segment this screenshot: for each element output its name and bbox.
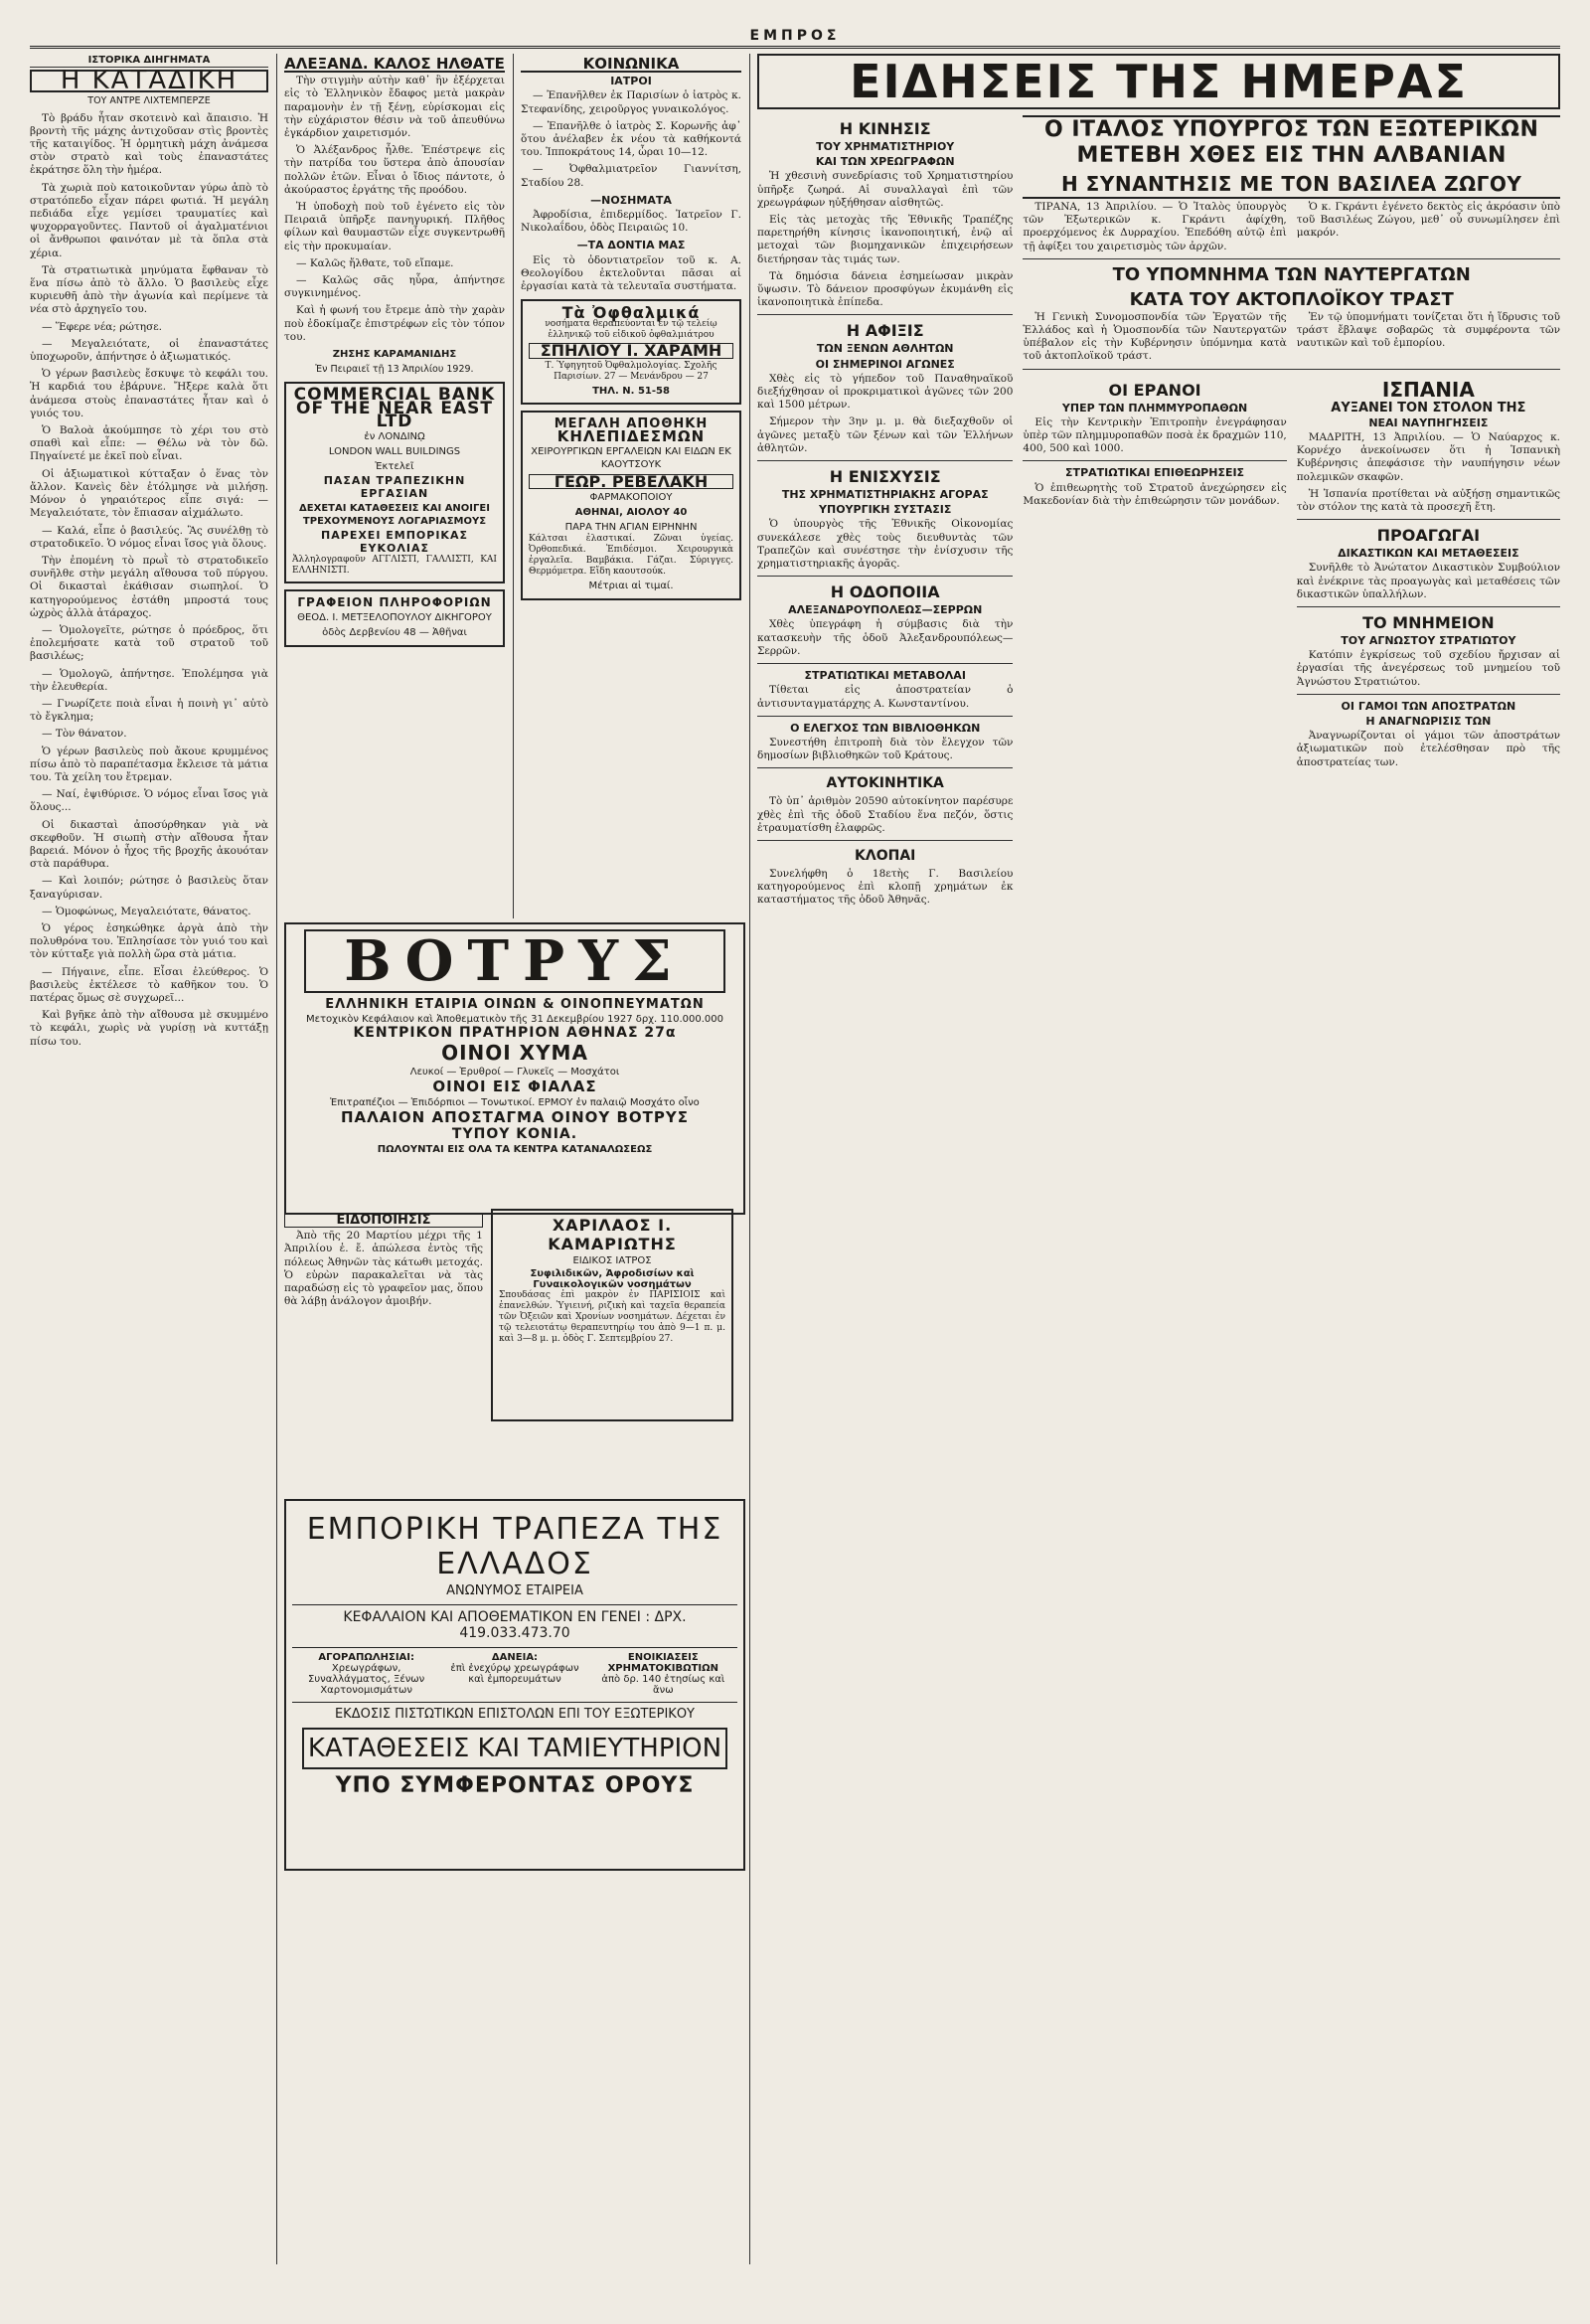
service3-text: ἀπὸ δρ. 140 ἐτησίως καὶ ἄνω bbox=[601, 1674, 725, 1696]
doctor-spec: Συφιλιδικῶν, Ἀφροδισίων καὶ Γυναικολογικῶν νοσημάτων bbox=[530, 1268, 695, 1290]
story-paragraph: Τὰ στρατιωτικὰ μηνύματα ἔφθαναν τὸ ἕνα πίσω ἀπὸ τὸ ἄλλο. Ὁ βασιλεὺς εἶχε κυριευθῆ ἀπὸ τὴν ἀγωνία καὶ περίμενε τὰ νέα στὸ ἀρχηγεῖο του. bbox=[30, 263, 268, 316]
auto-title: ΑΥΤΟΚΙΝΗΤΙΚΑ bbox=[826, 775, 944, 792]
pharmacy-note: ΠΑΡΑ ΤΗΝ ΑΓΙΑΝ ΕΙΡΗΝΗΝ bbox=[564, 522, 698, 534]
story-paragraph: Τὰ χωριὰ ποὺ κατοικοῦνταν γύρω ἀπὸ τὸ στρατόπεδο εἶχαν πάρει φωτιά. Ἡ μεγάλη πεδιάδα εἶχε γεμίσει τραυματίες καὶ ψυχορραγοῦντες. Παντοῦ οἱ ἀγαλματένιοι οἱ ἄνθρωποι φαινόταν μὲ τὰ ὅπλα στὰ χέρια. bbox=[30, 181, 268, 259]
social-item: — Ὀφθαλμιατρεῖον Γιαννίτση, Σταδίου 28. bbox=[521, 163, 741, 189]
emporiki-capital: ΚΕΦΑΛΑΙΟΝ ΚΑΙ ΑΠΟΘΕΜΑΤΙΚΟΝ ΕΝ ΓΕΝΕΙ : ΔΡΧ. 419.033.473.70 bbox=[292, 1604, 737, 1641]
albania-paragraph: Ὁ κ. Γκράντι ἐγένετο δεκτὸς εἰς ἀκρόασιν ὑπὸ τοῦ Βασιλέως Ζώγου, μεθ᾿ οὗ συνωμίλησεν ἐπὶ μακρόν. bbox=[1296, 201, 1560, 240]
afixis-paragraph: Σήμερον τὴν 3ην μ. μ. θὰ διεξαχθοῦν οἱ ἀγῶνες μεταξὺ τῶν ξένων καὶ τῶν Ἑλλήνων ἀθλητῶν. bbox=[757, 415, 1014, 454]
market-paragraph: Εἰς τὰς μετοχὰς τῆς Ἐθνικῆς Τραπέζης παρετηρήθη κίνησις ἱκανοποιητική, ἐνῷ αἱ μετοχαὶ τῶν βιομηχανικῶν ἐπιχειρήσεων διετήρησαν τὰς τιμάς των. bbox=[757, 214, 1014, 265]
enisxysis-sub2: ΥΠΟΥΡΓΙΚΗ ΣΥΣΤΑΣΙΣ bbox=[819, 503, 952, 517]
mnem-sub: ΤΟΥ ΑΓΝΩΣΤΟΥ ΣΤΡΑΤΙΩΤΟΥ bbox=[1341, 634, 1516, 648]
emporiki-deposits: ΚΑΤΑΘΕΣΕΙΣ ΚΑΙ ΤΑΜΙΕΥΤΗΡΙΟΝ bbox=[302, 1728, 727, 1769]
article-paragraph: Τὴν στιγμὴν αὐτὴν καθ᾿ ἣν ἐξέρχεται εἰς τὸ Ἑλληνικὸν ἔδαφος μετὰ μακρὰν παραμονὴν ἐν τῇ ξένῃ, εὑρίσκομαι εἰς τὴν εὐχάριστον θέσιν νὰ τοῦ ἀπευθύνω ἐγκάρδιον χαιρετισμόν. bbox=[284, 75, 505, 140]
market-sub1: ΤΟΥ ΧΡΗΜΑΤΙΣΤΗΡΙΟΥ bbox=[816, 140, 955, 153]
strat-ep-title: ΣΤΡΑΤΙΩΤΙΚΑΙ ΕΠΙΘΕΩΡΗΣΕΙΣ bbox=[1065, 466, 1245, 480]
bank-address: LONDON WALL BUILDINGS bbox=[328, 446, 461, 458]
mnem-title: ΤΟ ΜΝΗΜΕΙΟΝ bbox=[1362, 613, 1495, 633]
story-paragraph: Τὸ βράδυ ἦταν σκοτεινὸ καὶ ἄπαισιο. Ἡ βροντὴ τῆς μάχης ἀντιχοῦσαν στὶς βροντὲς τῆς καταιγίδος. Ἡ ὁρμητικὴ μάχη ἀνάμεσα στὸν στρατὸ καὶ τοὺς ἐπαναστάτες ἐκράτησε ὅλη τὴν ἡμέρα. bbox=[30, 111, 268, 177]
news-subcol-b bbox=[1297, 375, 1560, 773]
story-paragraph: — Ἕφερε νέα; ρώτησε. bbox=[42, 320, 163, 333]
news-title: ΕΙΔΗΣΕΙΣ ΤΗΣ ΗΜΕΡΑΣ bbox=[757, 54, 1560, 109]
botrys-wines: ΟΙΝΟΙ ΧΥΜΑ bbox=[441, 1041, 588, 1065]
botrys-types: Λευκοί — Ἐρυθροί — Γλυκεῖς — Μοσχάτοι bbox=[409, 1067, 620, 1078]
strat-text: Τίθεται εἰς ἀποστρατείαν ὁ ἀντισυνταγματάρχης Α. Κωνσταντίνου. bbox=[757, 684, 1014, 710]
news-right-column bbox=[1023, 113, 1560, 912]
masthead: ΕΜΠΡΟΣ bbox=[30, 28, 1560, 49]
botrys-sell: ΠΩΛΟΥΝΤΑΙ ΕΙΣ ΟΛΑ ΤΑ ΚΕΝΤΡΑ ΚΑΤΑΝΑΛΩΣΕΩΣ bbox=[377, 1144, 653, 1155]
story-paragraph: Ὁ Βαλοὰ ἀκούμπησε τὸ χέρι του στὸ σπαθὶ καὶ εἶπε: — Θέλω νὰ τὸν δῶ. Πηγαίνετέ με ἐκεῖ ποὺ εἶναι. bbox=[30, 424, 268, 463]
afixis-title: Η ΑΦΙΞΙΣ bbox=[846, 321, 924, 341]
story-author: ΤΟΥ ΑΝΤΡΕ ΛΙΧΤΕΜΠΕΡΖΕ bbox=[87, 95, 211, 107]
info-office-ad bbox=[284, 589, 505, 647]
story-paragraph: Οἱ δικασταὶ ἀποσύρθηκαν γιὰ νὰ σκεφθοῦν. Ἡ σιωπὴ στὴν αἴθουσα ἦταν βαρειά. Μόνον ὁ ἦχος τῆς βροχῆς ἀκουόταν στὰ παράθυρα. bbox=[30, 818, 268, 871]
story-paragraph: — Ὁμολογῶ, ἀπήντησε. Ἐπολέμησα γιὰ τὴν ἐλευθερία. bbox=[30, 667, 268, 693]
botrys-ad bbox=[284, 922, 745, 1215]
story-body bbox=[30, 112, 268, 1049]
pharmacy-sub: ΦΑΡΜΑΚΟΠΟΙΟΥ bbox=[589, 491, 673, 503]
story-paragraph: — Καὶ λοιπόν; ρώτησε ὁ βασιλεὺς ὅταν ξαναγύρισαν. bbox=[30, 875, 268, 901]
botrys-capital: Μετοχικὸν Κεφάλαιον καὶ Ἀποθεματικὸν τῆς 31 Δεκεμβρίου 1927 δρχ. 110.000.000 bbox=[306, 1014, 723, 1025]
service2-text: ἐπὶ ἐνεχύρῳ χρεωγράφων καὶ ἐμπορευμάτων bbox=[450, 1663, 579, 1685]
mnem-text: Κατόπιν ἐγκρίσεως τοῦ σχεδίου ἤρχισαν αἱ ἐργασίαι τῆς ἀνεγέρσεως τοῦ μνημείου τοῦ Ἀγνώστου Στρατιώτου. bbox=[1296, 649, 1560, 688]
elex-title: Ο ΕΛΕΓΧΟΣ ΤΩΝ ΒΙΒΛΙΟΘΗΚΩΝ bbox=[790, 721, 981, 735]
pharmacy-title: ΜΕΓΑΛΗ ΑΠΟΘΗΚΗ bbox=[554, 415, 709, 431]
emporiki-type: ΑΝΩΝΥΜΟΣ ΕΤΑΙΡΕΙΑ bbox=[446, 1583, 583, 1598]
banner-italian-minister: Ο ΙΤΑΛΟΣ ΥΠΟΥΡΓΟΣ ΤΩΝ ΕΞΩΤΕΡΙΚΩΝ ΜΕΤΕΒΗ ΧΘΕΣ ΕΙΣ ΤΗΝ ΑΛΒΑΝΙΑΝ bbox=[1023, 115, 1560, 169]
social-item: — Ἐπανῆλθεν ἐκ Παρισίων ὁ ἰατρὸς κ. Στεφανίδης, χειροῦργος γυναικολόγος. bbox=[521, 89, 741, 115]
bank-line3: ΔΕΧΕΤΑΙ ΚΑΤΑΘΕΣΕΙΣ ΚΑΙ ΑΝΟΙΓΕΙ ΤΡΕΧΟΥΜΕΝΟΥΣ ΛΟΓΑΡΙΑΣΜΟΥΣ bbox=[299, 503, 490, 528]
enisxysis-text: Ὁ ὑπουργὸς τῆς Ἐθνικῆς Οἰκονομίας συνεκάλεσε χθὲς τοὺς διευθυντὰς τῶν Τραπεζῶν καὶ συνέστησε τὴν ἐνίσχυσιν τῆς χρηματιστηριακῆς ἀγορᾶς. bbox=[757, 518, 1014, 571]
doctors-heading: ΙΑΤΡΟΙ bbox=[610, 75, 652, 88]
story-paragraph: — Καλά, εἶπε ὁ βασιλεύς. Ἂς συνέλθῃ τὸ στρατοδικεῖο. Ὁ νόμος εἶναι ἴσος γιὰ ὅλους. bbox=[30, 524, 268, 550]
eye-title: Τὰ Ὀφθαλμικά bbox=[561, 303, 701, 323]
eye-doctor-ad bbox=[521, 299, 741, 405]
article-title: ΑΛΕΞΑΝΔ. ΚΑΛΟΣ ΗΛΘΑΤΕ bbox=[284, 55, 505, 73]
story-paragraph: — Τὸν θάνατον. bbox=[42, 728, 127, 741]
doctor-role: ΕΙΔΙΚΟΣ ΙΑΤΡΟΣ bbox=[572, 1255, 652, 1266]
column-three bbox=[521, 54, 741, 918]
eranoi-text: Εἰς τὴν Κεντρικὴν Ἐπιτροπὴν ἐνεγράφησαν ὑπὲρ τῶν πλημμυροπαθῶν ποσὰ ἐκ δραχμῶν 110, 400, 500 καὶ 1000. bbox=[1023, 415, 1287, 455]
odos-title: Η ΟΔΟΠΟΙΙΑ bbox=[830, 582, 940, 602]
market-paragraph: Ἡ χθεσινὴ συνεδρίασις τοῦ Χρηματιστηρίου ὑπῆρξε ζωηρά. Αἱ συναλλαγαὶ ἐπὶ τῶν χρεωγράφων ηὐξήθησαν αἰσθητῶς. bbox=[757, 170, 1014, 209]
eranoi-title: ΟΙ ΕΡΑΝΟΙ bbox=[1108, 380, 1201, 400]
strat-title: ΣΤΡΑΤΙΩΤΙΚΑΙ ΜΕΤΑΒΟΛΑΙ bbox=[804, 669, 966, 683]
newspaper-page bbox=[30, 28, 1560, 2264]
dontia-heading: —ΤΑ ΔΟΝΤΙΑ ΜΑΣ bbox=[576, 239, 686, 252]
market-paragraph: Τὰ δημόσια δάνεια ἐσημείωσαν μικρὰν ὕψωσιν. Τὸ δάνειον προσφύγων ἐκυμάνθη εἰς ἱκανοποιητικὰ ἐπίπεδα. bbox=[757, 269, 1014, 309]
pharmacy-text: Κάλτσαι ἐλαστικαί. Ζῶναι ὑγείας. Ὀρθοπεδικά. Ἐπιδέσμοι. Χειρουργικὰ ἐργαλεῖα. Βαμβάκια. Γάζαι. Σύριγγες. Θερμόμετρα. Εἴδη καουτσούκ. bbox=[529, 534, 733, 578]
article-paragraph: — Καλῶς ἤλθατε, τοῦ εἴπαμε. bbox=[296, 256, 454, 269]
bank-small: Ἀλληλογραφοῦν ΑΓΓΛΙΣΤΙ, ΓΑΛΛΙΣΤΙ, ΚΑΙ ΕΛΛΗΝΙΣΤΙ. bbox=[292, 554, 497, 576]
story-paragraph: — Γνωρίζετε ποιὰ εἶναι ἡ ποινὴ γι᾿ αὐτὸ τὸ ἔγκλημα; bbox=[30, 697, 268, 724]
botrys-company: ΕΛΛΗΝΙΚΗ ΕΤΑΙΡΙΑ ΟΙΝΩΝ & ΟΙΝΟΠΝΕΥΜΑΤΩΝ bbox=[325, 997, 705, 1012]
pharmacy-end: Μέτριαι αἱ τιμαί. bbox=[588, 581, 674, 592]
pharmacy-ad bbox=[521, 411, 741, 600]
eranoi-sub: ΥΠΕΡ ΤΩΝ ΠΛΗΜΜΥΡΟΠΑΘΩΝ bbox=[1061, 401, 1248, 415]
article-paragraph: Ὁ Ἀλέξανδρος ἦλθε. Ἐπέστρεψε εἰς τὴν πατρίδα του ὕστερα ἀπὸ ἀπουσίαν πολλῶν ἐτῶν. Εἶναι ὁ ἴδιος πάντοτε, ὁ ἀκούραστος ἐργάτης τῆς προόδου. bbox=[284, 144, 505, 196]
emporiki-terms: ΥΠΟ ΣΥΜΦΕΡΟΝΤΑΣ ΟΡΟΥΣ bbox=[335, 1773, 695, 1798]
klopai-title: ΚΛΟΠΑΙ bbox=[855, 847, 916, 864]
albania-paragraph: ΤΙΡΑΝΑ, 13 Ἀπριλίου. — Ὁ Ἰταλὸς ὑπουργὸς τῶν Ἐξωτερικῶν κ. Γκράντι ἀφίχθη, προερχόμενος ἐκ Δυρραχίου. Ἐπεδόθη αὐτῷ ἐπὶ τῇ ἀφίξει του χαιρετισμὸς τῶν ἀρχῶν. bbox=[1023, 201, 1287, 252]
story-paragraph: Ὁ γέρων βασιλεὺς ποὺ ἄκουε κρυμμένος πίσω ἀπὸ τὸ παραπέτασμα ἔκλεισε τὰ μάτια του. Τὰ χείλη του ἔτρεμαν. bbox=[30, 745, 268, 783]
office-title: ΓΡΑΦΕΙΟΝ ΠΛΗΡΟΦΟΡΙΩΝ bbox=[297, 594, 492, 609]
nosimata-heading: —ΝΟΣΗΜΑΤΑ bbox=[590, 193, 672, 207]
social-item: — Ἐπανῆλθε ὁ ἰατρὸς Σ. Κορωνῆς ἀφ᾿ ὅτου ἀνέλαβεν ἐκ νέου τὰ καθήκοντά του. Ἱπποκράτους 14, ὧραι 10—12. bbox=[521, 119, 741, 159]
gamoi-text: Ἀναγνωρίζονται οἱ γάμοι τῶν ἀποστράτων ἀξιωματικῶν ποὺ ἐτελέσθησαν πρὸ τῆς ἀποστρατείας των. bbox=[1296, 730, 1560, 768]
article-body bbox=[284, 75, 505, 344]
elex-text: Συνεστήθη ἐπιτροπὴ διὰ τὸν ἔλεγχον τῶν δημοσίων βιβλιοθηκῶν τοῦ Κράτους. bbox=[757, 736, 1014, 762]
gamoi-title: ΟΙ ΓΑΜΟΙ ΤΩΝ ΑΠΟΣΤΡΑΤΩΝ bbox=[1341, 699, 1516, 713]
notice-text: Ἀπὸ τῆς 20 Μαρτίου μέχρι τῆς 1 Ἀπριλίου ἐ. ἔ. ἀπώλεσα ἐντὸς τῆς πόλεως Ἀθηνῶν τὰς κάτωθι μετοχάς. Ὁ εὑρὼν παρακαλεῖται νὰ τὰς παραδώσῃ εἰς τὸ γραφεῖον μας, ὅπου θὰ λάβῃ ἀνάλογον ἀμοιβήν. bbox=[284, 1230, 483, 1308]
emporiki-bank-ad bbox=[284, 1499, 745, 1871]
service3-title: ΕΝΟΙΚΙΑΣΕΙΣ ΧΡΗΜΑΤΟΚΙΒΩΤΙΩΝ bbox=[607, 1652, 719, 1674]
banner-zog: Η ΣΥΝΑΝΤΗΣΙΣ ΜΕ ΤΟΝ ΒΑΣΙΛΕΑ ΖΩΓΟΥ bbox=[1023, 171, 1560, 199]
pharmacy-line2: ΧΕΙΡΟΥΡΓΙΚΩΝ ΕΡΓΑΛΕΙΩΝ ΚΑΙ ΕΙΔΩΝ ΕΚ ΚΑΟΥΤΣΟΥΚ bbox=[531, 446, 731, 471]
story-paragraph: — Ναί, ἐψιθύρισε. Ὁ νόμος εἶναι ἴσος γιὰ ὅλους... bbox=[30, 788, 268, 814]
section-label: ΙΣΤΟΡΙΚΑ ΔΙΗΓΗΜΑΤΑ bbox=[30, 54, 268, 68]
news-left-column bbox=[757, 113, 1013, 912]
story-paragraph: Καὶ βγῆκε ἀπὸ τὴν αἴθουσα μὲ σκυμμένο τὸ κεφάλι, χωρὶς νὰ γυρίσῃ νὰ κυττάξῃ πίσω του. bbox=[30, 1009, 268, 1048]
news-section bbox=[757, 54, 1560, 2264]
eye-text: νοσήματα θεραπεύονται ἐν τῷ τελείῳ ἑλληνικῷ τοῦ εἰδικοῦ ὀφθαλμιάτρου bbox=[545, 319, 717, 341]
memo-title: ΤΟ ΥΠΟΜΝΗΜΑ ΤΩΝ ΝΑΥΤΕΡΓΑΤΩΝ bbox=[1112, 263, 1471, 285]
spain-paragraph: Ἡ Ἱσπανία προτίθεται νὰ αὐξήσῃ σημαντικῶς τὸν στόλον της κατὰ τὰ προσεχῆ ἔτη. bbox=[1296, 487, 1560, 514]
pharmacy-name: ΓΕΩΡ. ΡΕΒΕΛΑΚΗ bbox=[529, 474, 733, 489]
story-paragraph: — Ὁμοφώνως, Μεγαλειότατε, θάνατος. bbox=[42, 905, 251, 917]
botrys-name: ΒΟΤΡΥΣ bbox=[304, 929, 725, 993]
auto-text: Τὸ ὑπ᾿ ἀριθμὸν 20590 αὐτοκίνητον παρέσυρε χθὲς ἐπὶ τῆς ὁδοῦ Σταδίου ἕνα πεζόν, ὅστις ἐτραυματίσθη ἐλαφρῶς. bbox=[757, 795, 1014, 834]
story-paragraph: — Μεγαλειότατε, οἱ ἐπαναστάτες ὑποχωροῦν, ἀπήντησε ὁ ἀξιωματικός. bbox=[30, 337, 268, 364]
klopai-text: Συνελήφθη ὁ 18ετὴς Γ. Βασιλείου κατηγορούμενος ἐπὶ κλοπῇ χρημάτων ἐκ καταστήματος τῆς ὁδοῦ Ἀθηνᾶς. bbox=[757, 867, 1014, 907]
afixis-paragraph: Χθὲς εἰς τὸ γήπεδον τοῦ Παναθηναϊκοῦ διεξήχθησαν οἱ προκριματικοὶ ἀγῶνες τῶν 200 καὶ 1500 μέτρων. bbox=[757, 372, 1014, 412]
memo-sub: ΚΑΤΑ ΤΟΥ ΑΚΤΟΠΛΟΪΚΟΥ ΤΡΑΣΤ bbox=[1129, 288, 1454, 310]
social-items bbox=[521, 89, 741, 189]
doctor-ad bbox=[491, 1209, 733, 1421]
botrys-store: ΚΕΝΤΡΙΚΟΝ ΠΡΑΤΗΡΙΟΝ ΑΘΗΝΑΣ 27α bbox=[353, 1025, 677, 1041]
article-paragraph: Ἡ ὑποδοχὴ ποὺ τοῦ ἐγένετο εἰς τὸν Πειραιᾶ ὑπῆρξε πανηγυρική. Πλῆθος φίλων καὶ θαυμαστῶν εἶχε συγκεντρωθῆ εἰς τὴν προκυμαίαν. bbox=[284, 201, 505, 252]
spain-sub: ΑΥΞΑΝΕΙ ΤΟΝ ΣΤΟΛΟΝ ΤΗΣ bbox=[1331, 400, 1526, 415]
strat-ep-text: Ὁ ἐπιθεωρητὴς τοῦ Στρατοῦ ἀνεχώρησεν εἰς Μακεδονίαν διὰ τὴν ἐπιθεώρησιν τῶν μονάδων. bbox=[1023, 481, 1287, 507]
article-paragraph: Καὶ ἡ φωνή του ἔτρεμε ἀπὸ τὴν χαρὰν ποὺ ἐδοκίμαζε ἐπιστρέφων εἰς τὸν τόπον του. bbox=[284, 304, 505, 343]
story-paragraph: Τὴν ἐπομένη τὸ πρωῒ τὸ στρατοδικεῖο συνῆλθε στὴν μεγάλη αἴθουσα τοῦ πύργου. Οἱ δικασταὶ ἐκάθισαν σιωπηλοί. Ὁ κατηγορούμενος ἐστάθη μπροστά τους ὠχρὸς ἀλλὰ ἀτάραχος. bbox=[30, 554, 268, 619]
market-title: Η ΚΙΝΗΣΙΣ bbox=[839, 119, 931, 138]
odos-text: Χθὲς ὑπεγράφη ἡ σύμβασις διὰ τὴν κατασκευὴν τῆς ὁδοῦ Ἀλεξανδρουπόλεως—Σερρῶν. bbox=[757, 618, 1014, 657]
doctor-text: Σπουδάσας ἐπὶ μακρὸν ἐν ΠΑΡΙΣΙΟΙΣ καὶ ἐπανελθών. Ὑγιεινή, ριζικὴ καὶ ταχεῖα θεραπεία τῶν Ὀξειῶν καὶ Χρονίων νοσημάτων. Δέχεται ἐν τῷ τελειοτάτῳ θεραπευτηρίῳ του ἀπὸ 9—1 π. μ. καὶ 3—8 μ. μ. ὁδὸς Γ. Σεπτεμβρίου 27. bbox=[499, 1290, 725, 1344]
odos-sub: ΑΛΕΞΑΝΔΡΟΥΠΟΛΕΩΣ—ΣΕΡΡΩΝ bbox=[788, 603, 983, 617]
story-paragraph: Ὁ γέρος ἐσηκώθηκε ἀργὰ ἀπὸ τὴν πολυθρόνα του. Ἐπλησίασε τὸν γυιό του καὶ τὸν κύτταξε γιὰ πολλὴ ὥρα στὰ μάτια. bbox=[30, 921, 268, 961]
bank-city: ἐν ΛΟΝΔΙΝῼ bbox=[364, 431, 425, 443]
bank-line2: ΠΑΣΑΝ ΤΡΑΠΕΖΙΚΗΝ ΕΡΓΑΣΙΑΝ bbox=[323, 473, 466, 500]
eye-tel: ΤΗΛ. Ν. 51-58 bbox=[592, 385, 670, 397]
pharmacy-address: ΑΘΗΝΑΙ, ΑΙΟΛΟΥ 40 bbox=[574, 507, 688, 519]
enisxysis-title: Η ΕΝΙΣΧΥΣΙΣ bbox=[829, 467, 941, 487]
eye-address: Τ. Ὑφηγητοῦ Ὀφθαλμολογίας. Σχολῆς Παρισίων. 27 — Μενάνδρου — 27 bbox=[545, 360, 717, 382]
story-paragraph: Ὁ γέρων βασιλεὺς ἔσκυψε τὸ κεφάλι του. Ἡ καρδιά του ἐβάρυνε. Ἤξερε καλὰ ὅτι ἀνάμεσα στοὺς ἐπαναστάτες ἦταν καὶ ὁ γυιός του. bbox=[30, 368, 268, 419]
story-paragraph: Οἱ ἀξιωματικοὶ κύτταξαν ὁ ἕνας τὸν ἄλλον. Κανεὶς δὲν ἐτόλμησε νὰ μιλήσῃ. Μόνον ὁ γηραιότερος εἶπε σιγά: — Μεγαλειότατε, τὸν ἔπιασαν αἰχμάλωτο. bbox=[30, 467, 268, 520]
column-story bbox=[30, 54, 268, 2264]
doctor-name: ΧΑΡΙΛΑΟΣ Ι. ΚΑΜΑΡΙΩΤΗΣ bbox=[548, 1216, 677, 1253]
news-subcol-a bbox=[1023, 375, 1286, 773]
market-sub2: ΚΑΙ ΤΩΝ ΧΡΕΩΓΡΑΦΩΝ bbox=[815, 155, 955, 169]
botrys-old: ΠΑΛΑΙΟΝ ΑΠΟΣΤΑΓΜΑ ΟΙΝΟΥ ΒΟΤΡΥΣ bbox=[340, 1108, 690, 1126]
social-section: ΚΟΙΝΩΝΙΚΑ bbox=[521, 58, 741, 73]
afixis-sub: ΤΩΝ ΞΕΝΩΝ ΑΘΛΗΤΩΝ bbox=[816, 342, 954, 356]
story-paragraph: — Πήγαινε, εἶπε. Εἶσαι ἐλεύθερος. Ὁ βασιλεὺς ἐκτέλεσε τὸ καθῆκον του. Ὁ πατέρας ὅμως σὲ συγχωρεῖ... bbox=[30, 965, 268, 1004]
eye-name: ΣΠΗΛΙΟΥ Ι. ΧΑΡΑΜΗ bbox=[529, 343, 733, 358]
service1-title: ΑΓΟΡΑΠΩΛΗΣΙΑΙ: bbox=[318, 1652, 414, 1663]
bank-line1: Ἐκτελεῖ bbox=[375, 461, 414, 473]
memo-paragraph: Ἡ Γενικὴ Συνομοσπονδία τῶν Ἐργατῶν τῆς Ἑλλάδος καὶ ἡ Ὁμοσπονδία τῶν Ναυτεργατῶν ὑπέβαλον εἰς τὴν Κυβέρνησιν ὑπόμνημα κατὰ τοῦ ἀκτοπλοϊκοῦ τράστ. bbox=[1023, 310, 1287, 363]
dontia-text: Εἰς τὸ ὀδοντιατρεῖον τοῦ κ. Α. Θεολογίδου ἐκτελοῦνται πᾶσαι αἱ ἐργασίαι κατὰ τὰ τελευταῖα συστήματα. bbox=[521, 253, 741, 293]
memo-paragraph: Ἐν τῷ ὑπομνήματι τονίζεται ὅτι ἡ ἵδρυσις τοῦ τράστ ἔβλαψε σοβαρῶς τὰ συμφέροντα τῶν ναυτικῶν καὶ τοῦ ἐμπορίου. bbox=[1296, 310, 1560, 350]
emporiki-name: ΕΜΠΟΡΙΚΗ ΤΡΑΠΕΖΑ ΤΗΣ ΕΛΛΑΔΟΣ bbox=[306, 1512, 723, 1581]
emporiki-services bbox=[292, 1647, 737, 1696]
bank-line4: ΠΑΡΕΧΕΙ ΕΜΠΟΡΙΚΑΣ ΕΥΚΟΛΙΑΣ bbox=[321, 528, 468, 555]
botrys-more: Ἐπιτραπέζιοι — Ἐπιδόρπιοι — Τονωτικοί. ΕΡΜΟΥ ἐν παλαιῷ Μοσχάτο οἶνο bbox=[330, 1097, 700, 1108]
botrys-bottles: ΟΙΝΟΙ ΕΙΣ ΦΙΑΛΑΣ bbox=[432, 1078, 597, 1095]
service1-text: Χρεωγράφων, Συναλλάγματος, Ξένων Χαρτονομισμάτων bbox=[308, 1663, 425, 1696]
nosimata-text: Ἀφροδίσια, ἐπιδερμίδος. Ἱατρεῖον Γ. Νικολαΐδου, ὁδὸς Πειραιῶς 10. bbox=[521, 209, 741, 235]
commercial-bank-ad bbox=[284, 382, 505, 582]
proag-title: ΠΡΟΑΓΩΓΑΙ bbox=[1376, 526, 1481, 546]
botrys-konia: ΤΥΠΟΥ ΚΟΝΙΑ. bbox=[451, 1126, 578, 1142]
notice-block bbox=[284, 1209, 483, 1487]
bank-name: COMMERCIAL BANK OF THE NEAR EAST LTD bbox=[293, 385, 496, 431]
proag-sub: ΔΙΚΑΣΤΙΚΩΝ ΚΑΙ ΜΕΤΑΘΕΣΕΙΣ bbox=[1338, 547, 1519, 561]
service2-title: ΔΑΝΕΙΑ: bbox=[491, 1652, 539, 1663]
gamoi-sub: Η ΑΝΑΓΝΩΡΙΣΙΣ ΤΩΝ bbox=[1365, 715, 1492, 729]
proag-text: Συνῆλθε τὸ Ἀνώτατον Δικαστικὸν Συμβούλιον καὶ ἐνέκρινε τὰς προαγωγὰς καὶ μεταθέσεις τῶν δικαστικῶν ὑπαλλήλων. bbox=[1296, 562, 1560, 600]
enisxysis-sub: ΤΗΣ ΧΡΗΜΑΤΙΣΤΗΡΙΑΚΗΣ ΑΓΟΡΑΣ bbox=[781, 488, 989, 502]
office-name: ΘΕΟΔ. Ι. ΜΕΤΞΕΛΟΠΟΥΛΟΥ ΔΙΚΗΓΟΡΟΥ bbox=[297, 612, 492, 624]
emporiki-letters: ΕΚΔΟΣΙΣ ΠΙΣΤΩΤΙΚΩΝ ΕΠΙΣΤΟΛΩΝ ΕΠΙ ΤΟΥ ΕΞΩΤΕΡΙΚΟΥ bbox=[292, 1702, 737, 1722]
article-signature: ΖΗΣΗΣ ΚΑΡΑΜΑΝΙΔΗΣ bbox=[332, 349, 457, 361]
article-date: Ἐν Πειραιεῖ τῇ 13 Ἀπριλίου 1929. bbox=[315, 364, 474, 376]
spain-title: ΙΣΠΑΝΙΑ bbox=[1381, 377, 1475, 402]
pharmacy-line1: ΚΗΛΕΠΙΔΕΣΜΩΝ bbox=[556, 427, 706, 446]
notice-title: ΕΙΔΟΠΟΙΗΣΙΣ bbox=[284, 1213, 483, 1228]
story-title: Η ΚΑΤΑΔΙΚΗ bbox=[30, 70, 268, 92]
spain-paragraph: ΜΑΔΡΙΤΗ, 13 Ἀπριλίου. — Ὁ Ναύαρχος κ. Κορνέχο ἀνεκοίνωσεν ὅτι ἡ Ἱσπανικὴ Κυβέρνησις ἀπεφάσισε τὴν ναυπήγησιν νέων πολεμικῶν σκαφῶν. bbox=[1296, 431, 1560, 483]
afixis-sub2: ΟΙ ΣΗΜΕΡΙΝΟΙ ΑΓΩΝΕΣ bbox=[815, 357, 955, 371]
spain-sub2: ΝΕΑΙ ΝΑΥΠΗΓΗΣΕΙΣ bbox=[1368, 415, 1489, 429]
story-paragraph: — Ὁμολογεῖτε, ρώτησε ὁ πρόεδρος, ὅτι ἐπολεμήσατε κατὰ τοῦ στρατοῦ τοῦ βασιλέως; bbox=[30, 623, 268, 663]
office-address: ὁδὸς Δερβενίου 48 — Ἀθῆναι bbox=[322, 627, 467, 639]
column-two bbox=[284, 54, 505, 918]
article-paragraph: — Καλῶς σᾶς ηὗρα, ἀπήντησε συγκινημένος. bbox=[284, 274, 505, 300]
